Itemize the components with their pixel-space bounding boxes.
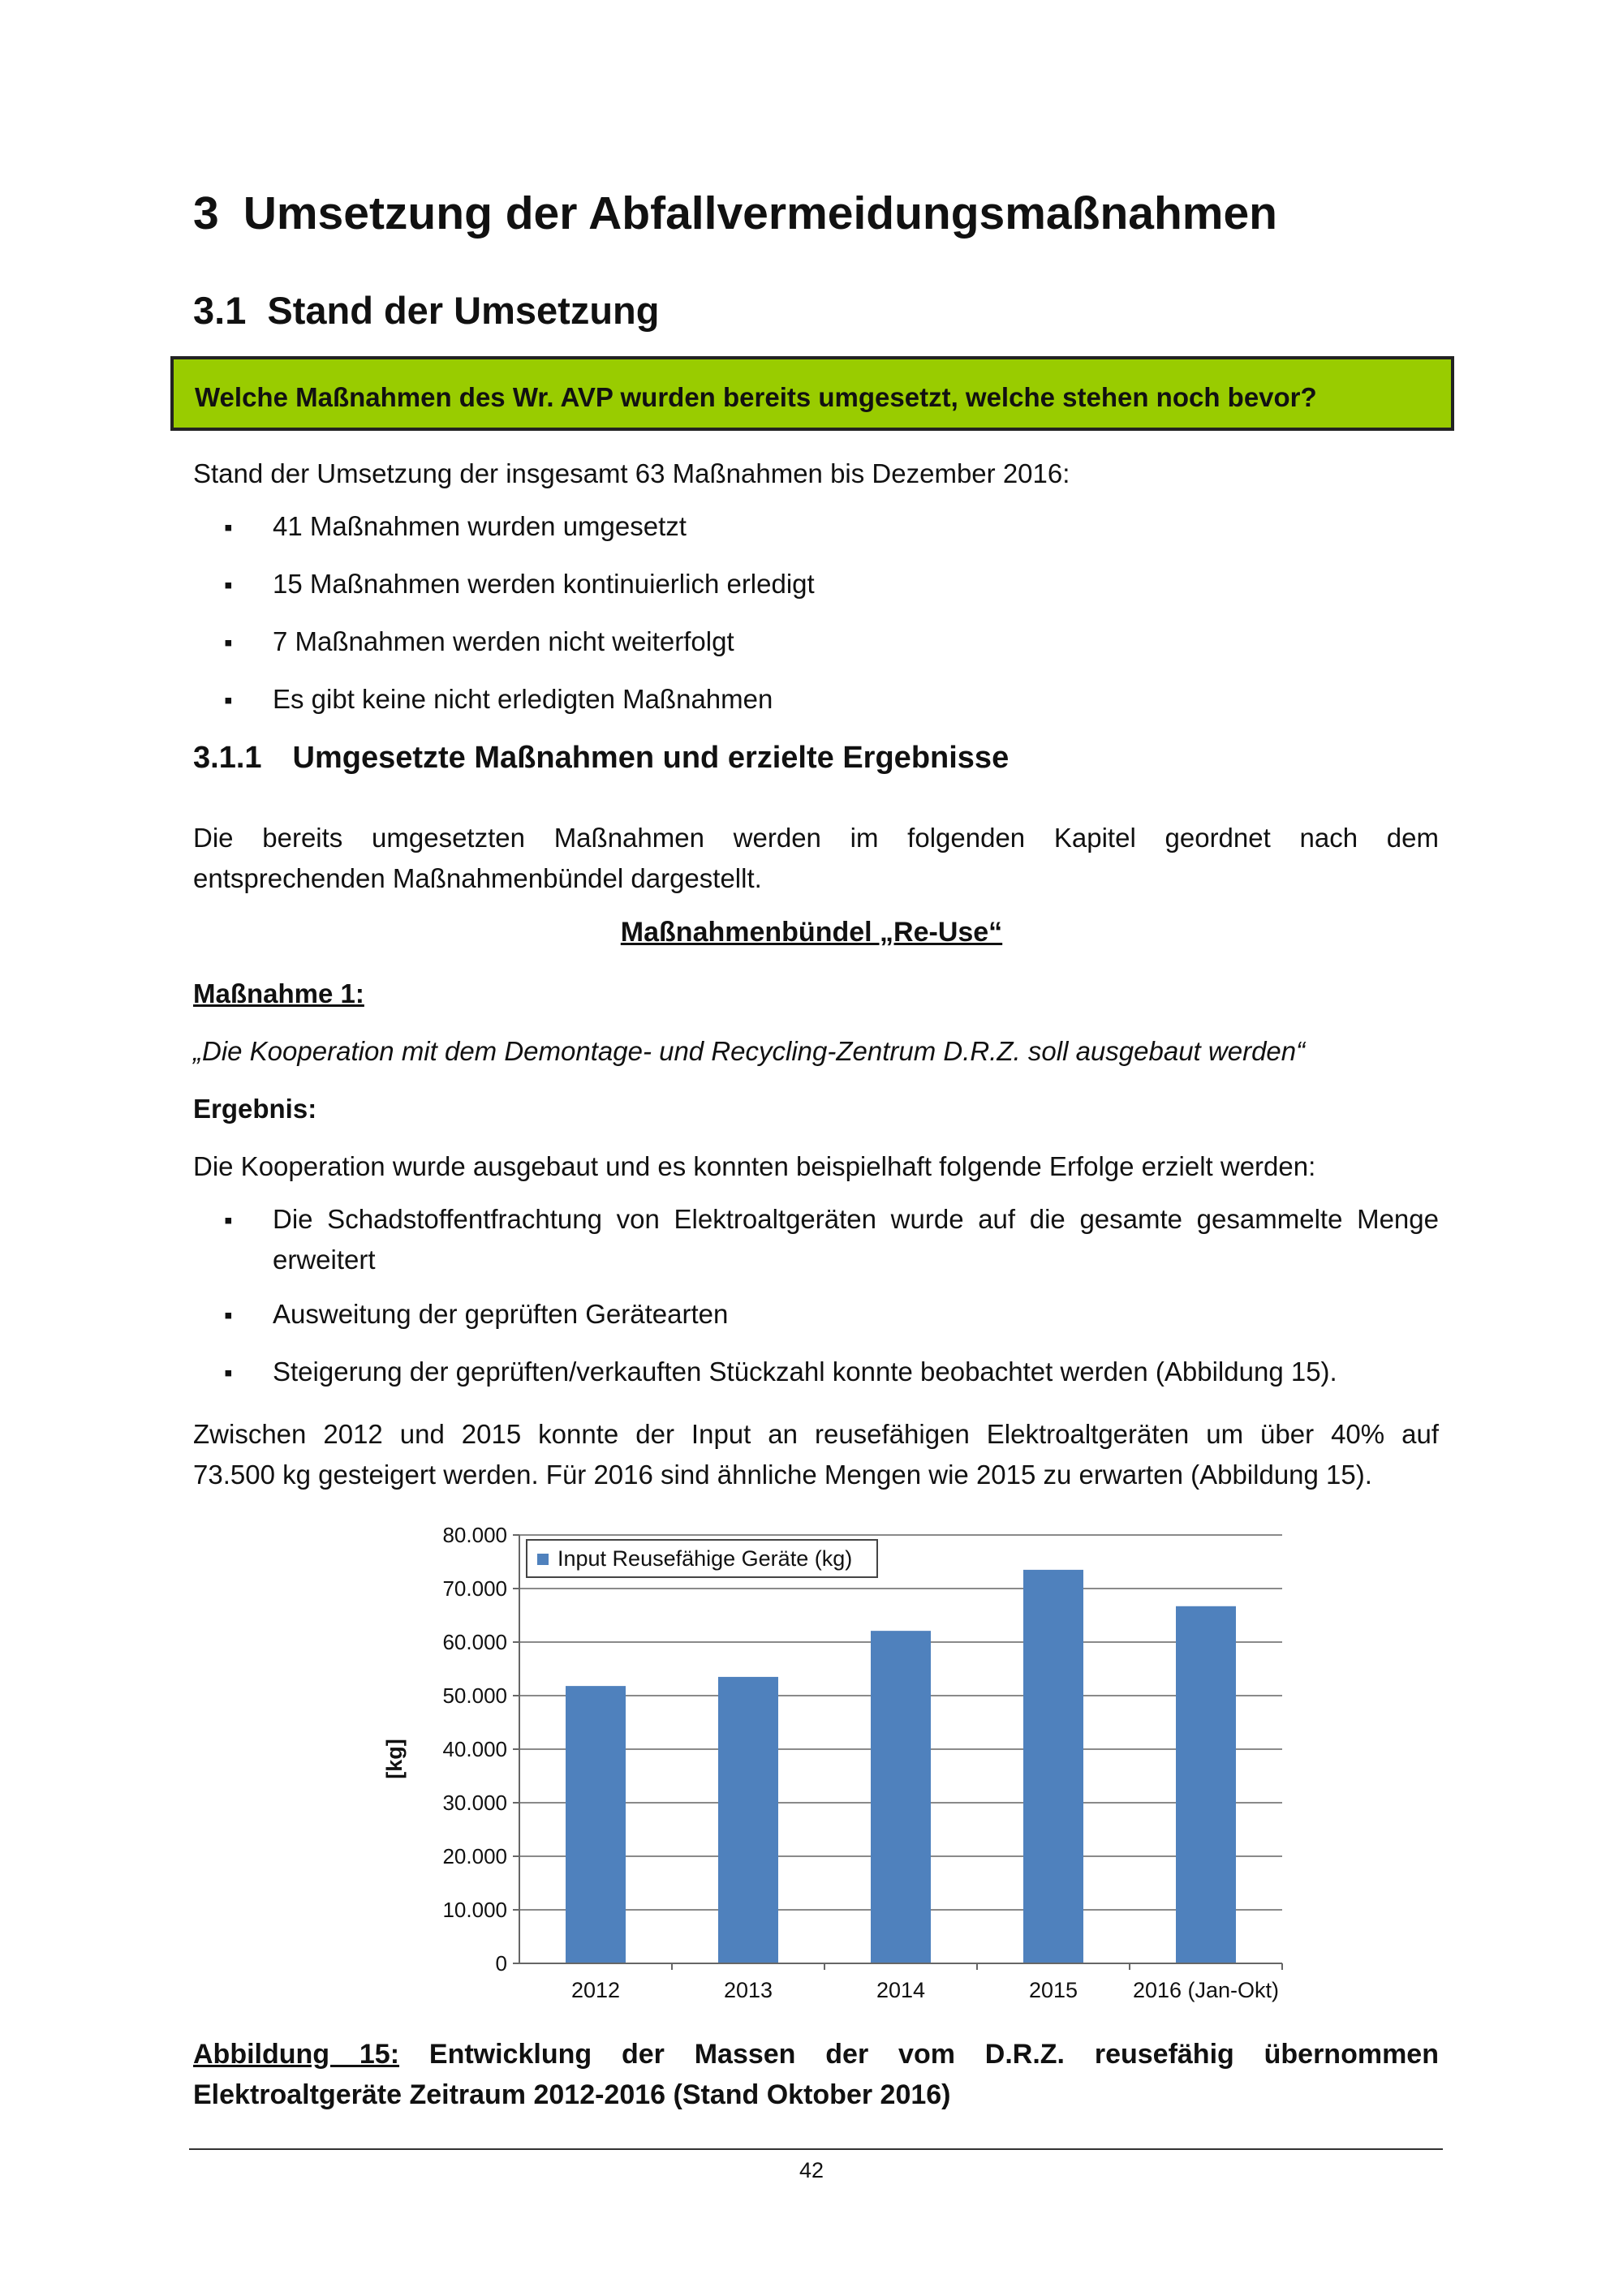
section-number: 3.1: [193, 289, 247, 332]
y-tick-label: 70.000: [442, 1576, 507, 1601]
figure-caption-line2: Elektroaltgeräte Zeitraum 2012-2016 (Stand Oktober 2016): [193, 2079, 951, 2110]
x-tick-label: 2015: [1028, 1978, 1078, 2002]
result-bullet-2: Ausweitung der geprüften Gerätearten: [273, 1299, 729, 1329]
x-tick-label: 2014: [876, 1978, 926, 2002]
section-heading: [193, 288, 659, 333]
chart-bars: [566, 1570, 1236, 1963]
bar-2013: [718, 1677, 778, 1963]
bullet-icon: ▪: [224, 572, 233, 599]
bar-2015: [1023, 1570, 1083, 1963]
y-tick-label: 50.000: [442, 1683, 507, 1708]
bullet-icon: ▪: [224, 1207, 233, 1234]
figure-caption-line1: [193, 2034, 1439, 2075]
chart-y-axis-label: [kg]: [382, 1739, 407, 1779]
footer-divider: [189, 2148, 1443, 2150]
status-bullet-2: 15 Maßnahmen werden kontinuierlich erledigt: [273, 569, 815, 599]
legend-label: Input Reusefähige Geräte (kg): [558, 1546, 853, 1571]
y-tick-label: 40.000: [442, 1737, 507, 1761]
para2-line2: 73.500 kg gesteigert werden. Für 2016 sind ähnliche Mengen wie 2015 zu erwarten (Abbildung 15).: [193, 1460, 1372, 1490]
bullet-icon: ▪: [224, 1302, 233, 1329]
result-label: Ergebnis:: [193, 1094, 317, 1124]
y-tick-label: 0: [495, 1951, 507, 1976]
subsection-title: Umgesetzte Maßnahmen und erzielte Ergebnisse: [292, 741, 1010, 775]
x-tick-label: 2016 (Jan-Okt): [1132, 1978, 1280, 2002]
status-bullet-3: 7 Maßnahmen werden nicht weiterfolgt: [273, 626, 734, 656]
measure-quote: „Die Kooperation mit dem Demontage- und Recycling-Zentrum D.R.Z. soll ausgebaut werden“: [193, 1036, 1306, 1066]
bar-2016: [1176, 1606, 1236, 1963]
chapter-heading: [193, 187, 1277, 240]
status-intro: Stand der Umsetzung der insgesamt 63 Maßnahmen bis Dezember 2016:: [193, 458, 1070, 488]
bullet-icon: ▪: [224, 630, 233, 656]
section-title: Stand der Umsetzung: [267, 289, 660, 332]
para1-line2: entsprechenden Maßnahmenbündel dargestellt.: [193, 863, 762, 893]
callout-text: Welche Maßnahmen des Wr. AVP wurden bereits umgesetzt, welche stehen noch bevor?: [195, 382, 1317, 412]
bullet-icon: ▪: [224, 1360, 233, 1387]
result-bullet-3: Steigerung der geprüften/verkauften Stückzahl konnte beobachtet werden (Abbildung 15).: [273, 1357, 1337, 1387]
chapter-title: Umsetzung der Abfallvermeidungsmaßnahmen: [243, 187, 1277, 239]
result-intro: Die Kooperation wurde ausgebaut und es konnten beispielhaft folgende Erfolge erzielt werden:: [193, 1151, 1316, 1181]
figure-caption-label: Abbildung 15:: [193, 2039, 400, 2070]
bar-2012: [566, 1686, 626, 1963]
question-callout: [170, 356, 1454, 431]
bar-chart: [369, 1517, 1294, 2012]
result-bullet-1-line1: Die Schadstoffentfrachtung von Elektroaltgeräten wurde auf die gesamte gesammelte Menge: [273, 1204, 1439, 1234]
result-bullet-1-line2: erweitert: [273, 1245, 376, 1275]
subsection-heading: [193, 741, 1009, 776]
y-tick-label: 80.000: [442, 1523, 507, 1547]
legend-swatch: [537, 1554, 549, 1565]
para2-line1: Zwischen 2012 und 2015 konnte der Input an reusefähigen Elektroaltgeräten um über 40% auf: [193, 1419, 1439, 1449]
chapter-number: 3: [193, 187, 219, 239]
y-tick-label: 30.000: [442, 1791, 507, 1815]
measure-label: Maßnahme 1:: [193, 978, 364, 1008]
bullet-icon: ▪: [224, 514, 233, 541]
bullet-icon: ▪: [224, 687, 233, 714]
y-tick-label: 10.000: [442, 1898, 507, 1922]
subsection-number: 3.1.1: [193, 741, 262, 775]
status-bullet-4: Es gibt keine nicht erledigten Maßnahmen: [273, 684, 773, 714]
chart-legend: [527, 1540, 877, 1577]
status-bullet-1: 41 Maßnahmen wurden umgesetzt: [273, 511, 687, 541]
y-tick-label: 20.000: [442, 1844, 507, 1868]
chart-y-tick-labels: [442, 1523, 507, 1976]
chart-x-tick-labels: [571, 1978, 1279, 2002]
page-number: 42: [799, 2158, 824, 2182]
x-tick-label: 2013: [723, 1978, 773, 2002]
figure-caption-text: Entwicklung der Massen der vom D.R.Z. reusefähig übernommen: [428, 2039, 1439, 2070]
bar-2014: [871, 1631, 931, 1963]
bundle-title: Maßnahmenbündel „Re-Use“: [620, 917, 1003, 948]
y-tick-label: 60.000: [442, 1630, 507, 1654]
para1-line1: Die bereits umgesetzten Maßnahmen werden im folgenden Kapitel geordnet nach dem: [193, 823, 1439, 853]
x-tick-label: 2012: [570, 1978, 621, 2002]
